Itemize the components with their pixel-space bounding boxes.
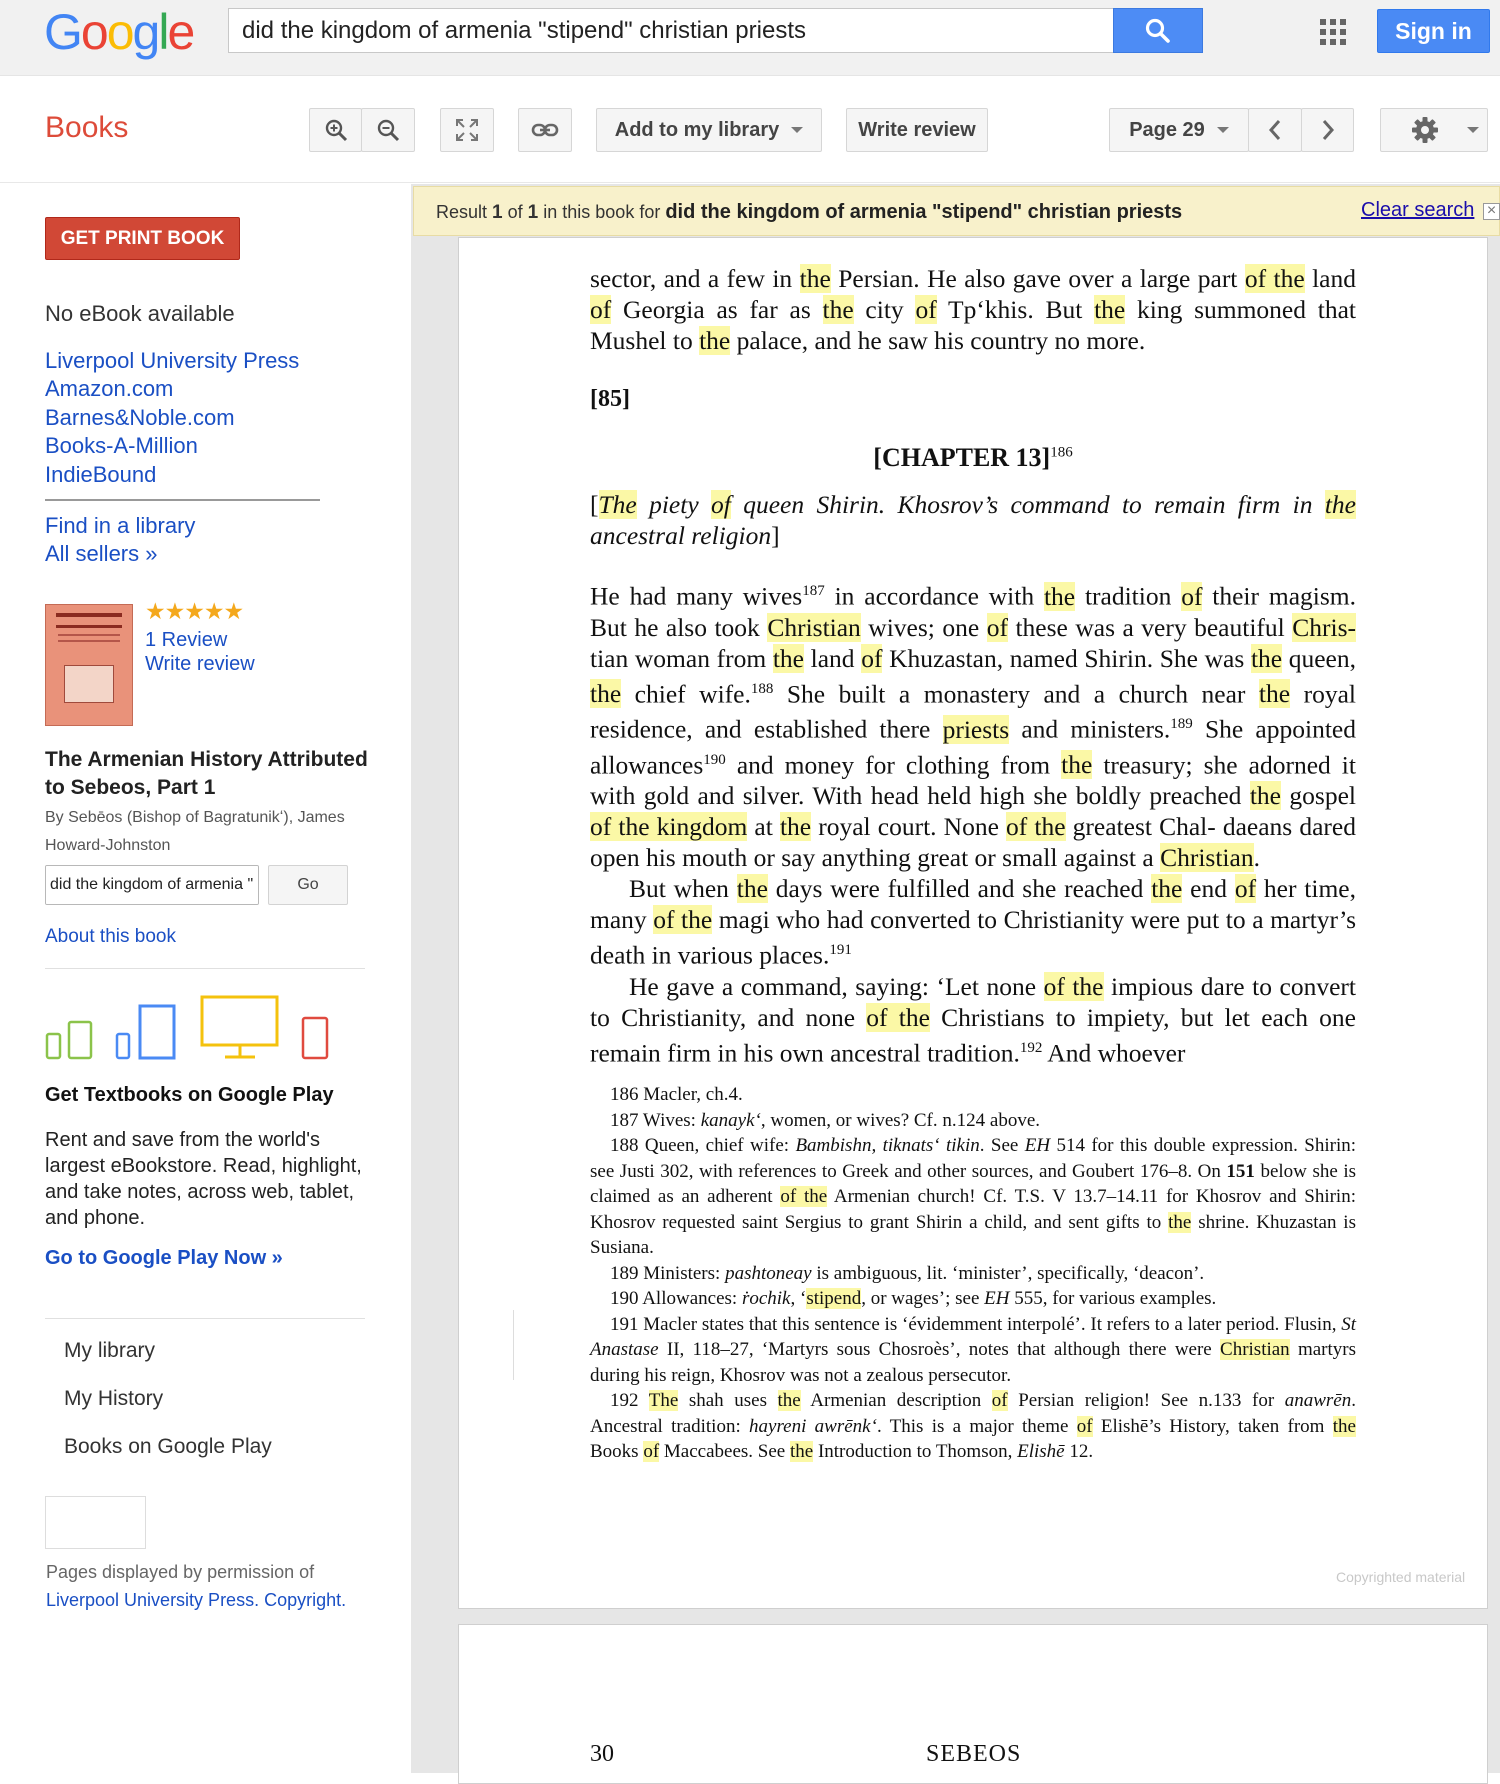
fullscreen-button[interactable] bbox=[440, 108, 494, 152]
all-sellers-link[interactable]: All sellers » bbox=[45, 541, 158, 566]
chapter-heading bbox=[590, 443, 1356, 473]
reviews-link[interactable]: 1 Review bbox=[145, 629, 228, 651]
seller-link-indiebound[interactable]: IndieBound bbox=[45, 462, 157, 487]
go-button[interactable]: Go bbox=[268, 865, 348, 905]
my-library-link[interactable]: My library bbox=[64, 1339, 156, 1362]
result-in-book: in this book for bbox=[543, 202, 661, 222]
add-to-library-label: Add to my library bbox=[614, 118, 780, 141]
chevron-down-icon bbox=[1217, 127, 1229, 133]
close-icon[interactable]: × bbox=[1483, 203, 1500, 220]
seller-link-liverpool[interactable]: Liverpool University Press bbox=[45, 348, 300, 373]
publisher-link[interactable]: Liverpool University Press bbox=[46, 1590, 255, 1610]
copyrighted-material-label: Copyrighted material bbox=[1336, 1569, 1466, 1585]
result-index: 1 bbox=[492, 202, 503, 223]
page-text-top-end: Mushel to the palace, and he saw his country no more. bbox=[590, 326, 1146, 355]
result-query: did the kingdom of armenia "stipend" christian priests bbox=[665, 201, 1183, 223]
settings-button[interactable] bbox=[1380, 108, 1488, 152]
search-box[interactable] bbox=[228, 8, 1115, 53]
books-on-google-play-link[interactable]: Books on Google Play bbox=[64, 1435, 272, 1458]
chapter-body: He had many wives$^{187}$ in accordance with the tradition of their magism. But he also took Christian wives; one of these was a very beautiful Chris- tian woman from the land of Khuzastan, named Shirin. She was the queen, the chief wife.$^{188}$ She built a monastery and a church near the royal residence, and established there priests and ministers.$^{189}$ She appointed allowances$^{190}$ and money for clothing from the treasury; she adorned it with gold and silver. With head held high she boldly preached the gospel of the kingdom at the royal court. None of the greatest Chal- daeans dared open his mouth or say anything great or small against a Christian. But when the days were fulfilled and she reached the end of her time, many of the magi who had converted to Christianity were put to a martyr’s death in various places.$^{191}$ He gave a command, saying: ‘Let none of the impious dare to convert to Christianity, and none of the Christians to impiety, but let each one remain firm in his own ancestral tradition.$^{192}$ And whoever bbox=[590, 581, 1357, 1067]
result-prefix: Result bbox=[436, 202, 488, 222]
seller-link-barnes-noble[interactable]: Barnes&Noble.com bbox=[45, 405, 235, 430]
footnotes: 186 Macler, ch.4. 187 Wives: kanayk‘, women, or wives? Cf. n.124 above. 188 Queen, chief wife: Bambishn, tiknats‘ tikin. See EH 514 for this double expression. Shirin: see Justi 302, with references to Greek and other sources, and Goubert 176–8. On 151 below she is claimed as an adherent of the Armenian church! Cf. T.S. V 13.7–14.11 for Khosrov and Shirin: Khosrov requested saint Sergius to grant Shirin a child, and sent gifts to the shrine. Khuzastan is Susiana. 189 Ministers: pashtoneay is ambiguous, lit. ‘minister’, specifically, ‘deacon’. 190 Allowances: ṙochik, ‘stipend, or wages’; see EH 555, for various examples. 191 Macler states that this sentence is ‘évidemment interpolé’. It refers to a later period. Flusin, St Anastase II, 118–27, ‘Martyrs sous Chosroès’, notes that although there were Christian martyrs during his reign, Khosrov was not a zealous persecutor. 192 The shah uses the Armenian description of Persian religion! See n.133 for anawrēn. Ancestral tradition: hayreni awrēnk‘. This is a major theme of Elishē’s History, taken from the Books of Maccabees. See the Introduction to Thomson, Elishē 12. bbox=[590, 1084, 1356, 1462]
page-number: 30 bbox=[590, 1741, 614, 1767]
sign-in-button[interactable]: Sign in bbox=[1377, 9, 1490, 53]
page-selector-label: Page 29 bbox=[1129, 118, 1205, 141]
search-button[interactable] bbox=[1113, 8, 1203, 53]
copyright-link[interactable]: Copyright bbox=[264, 1590, 342, 1610]
zoom-in-button[interactable] bbox=[309, 108, 362, 152]
page-selector[interactable] bbox=[1109, 108, 1249, 152]
result-total: 1 bbox=[527, 202, 539, 223]
chevron-down-icon bbox=[1467, 127, 1479, 133]
divider bbox=[45, 1318, 365, 1319]
seller-link-amazon[interactable]: Amazon.com bbox=[45, 376, 174, 401]
apps-grid-icon[interactable] bbox=[1320, 19, 1346, 45]
page-text-top: sector, and a few in the Persian. He also gave over a large part of the land of Georgia as far as the city of Tpʻkhis. But the king summoned that bbox=[590, 264, 1356, 324]
divider bbox=[45, 968, 365, 969]
seller-link-books-a-million[interactable]: Books-A-Million bbox=[45, 433, 198, 458]
zoom-in-icon bbox=[324, 118, 348, 142]
search-in-book-input[interactable] bbox=[46, 866, 258, 904]
about-this-book-link[interactable]: About this book bbox=[45, 926, 176, 947]
google-play-link[interactable]: Go to Google Play Now » bbox=[45, 1247, 283, 1269]
chapter-footnote-ref: 186 bbox=[1050, 444, 1073, 461]
books-title[interactable]: Books bbox=[45, 111, 129, 144]
top-bar bbox=[0, 0, 1500, 76]
chapter-title: [CHAPTER 13] bbox=[873, 443, 1051, 472]
book-title: The Armenian History Attributed to Sebeos, Part 1 bbox=[45, 748, 368, 799]
result-of: of bbox=[507, 202, 523, 222]
next-page-button[interactable] bbox=[1301, 108, 1354, 152]
chevron-down-icon bbox=[791, 127, 803, 133]
publisher-logo[interactable] bbox=[45, 1496, 146, 1549]
search-result-bar bbox=[413, 186, 1500, 236]
divider bbox=[45, 499, 320, 501]
fullscreen-icon bbox=[455, 118, 479, 142]
running-head: SEBEOS bbox=[926, 1741, 1022, 1767]
get-print-book-button[interactable]: GET PRINT BOOK bbox=[45, 217, 240, 260]
find-in-library-link[interactable]: Find in a library bbox=[45, 513, 196, 538]
previous-page-button[interactable] bbox=[1248, 108, 1302, 152]
promo-text: Rent and save from the world's largest eBookstore. Read, highlight, and take notes, across web, tablet, and phone. bbox=[45, 1129, 362, 1229]
book-cover-thumbnail[interactable] bbox=[45, 604, 133, 726]
clear-search-link[interactable]: Clear search bbox=[1361, 199, 1475, 221]
add-to-library-button[interactable] bbox=[596, 108, 822, 152]
link-icon bbox=[531, 122, 559, 138]
chevron-left-icon bbox=[1268, 119, 1282, 141]
zoom-out-icon bbox=[376, 118, 400, 142]
chapter-summary: [The piety of queen Shirin. Khosrov’s command to remain firm in the ancestral religion] bbox=[590, 490, 1356, 550]
no-ebook-text: No eBook available bbox=[45, 301, 235, 326]
zoom-out-button[interactable] bbox=[361, 108, 415, 152]
books-toolbar bbox=[0, 77, 1500, 183]
search-in-book-box[interactable] bbox=[45, 865, 259, 905]
google-logo[interactable]: Google bbox=[44, 4, 194, 60]
scan-mark bbox=[513, 1310, 515, 1380]
my-history-link[interactable]: My History bbox=[64, 1387, 164, 1410]
permission-text: Pages displayed by permission of bbox=[46, 1562, 315, 1582]
gear-icon bbox=[1411, 116, 1439, 144]
book-author: By Sebēos (Bishop of Bagratunikʻ), James Howard-Johnston bbox=[45, 809, 345, 854]
search-icon bbox=[1145, 18, 1171, 44]
search-input[interactable] bbox=[229, 9, 1115, 52]
write-review-link[interactable]: Write review bbox=[145, 653, 255, 675]
page-reference: [85] bbox=[590, 386, 630, 412]
promo-title: Get Textbooks on Google Play bbox=[45, 1084, 334, 1106]
devices-illustration-icon bbox=[45, 994, 335, 1066]
write-review-button[interactable] bbox=[846, 108, 988, 152]
write-review-label: Write review bbox=[858, 118, 976, 141]
link-button[interactable] bbox=[518, 108, 572, 152]
rating-stars: ★★★★★ bbox=[145, 598, 244, 624]
sidebar: GET PRINT BOOK No eBook available Liverpool University Press Amazon.com Barnes&Noble.com Books-A-Million IndieBound Find in a library All sellers » ★★★★★ 1 Review Write review The Armenian History Attributed to Sebeos, Part 1 By Sebēos (Bishop of Bagratunikʻ), James Howard-Johnston did the kingdom of armenia " Go About this book Get Textbooks on Google Play Rent and save from the world's largest eBookstore. Read, highlight, and take notes, across web, tablet, and phone. Go to Google Play Now » My library My History Books on Google Play Pages displayed by permission of Liverpool University Press. Copyright. bbox=[0, 184, 412, 1773]
chevron-right-icon bbox=[1321, 119, 1335, 141]
